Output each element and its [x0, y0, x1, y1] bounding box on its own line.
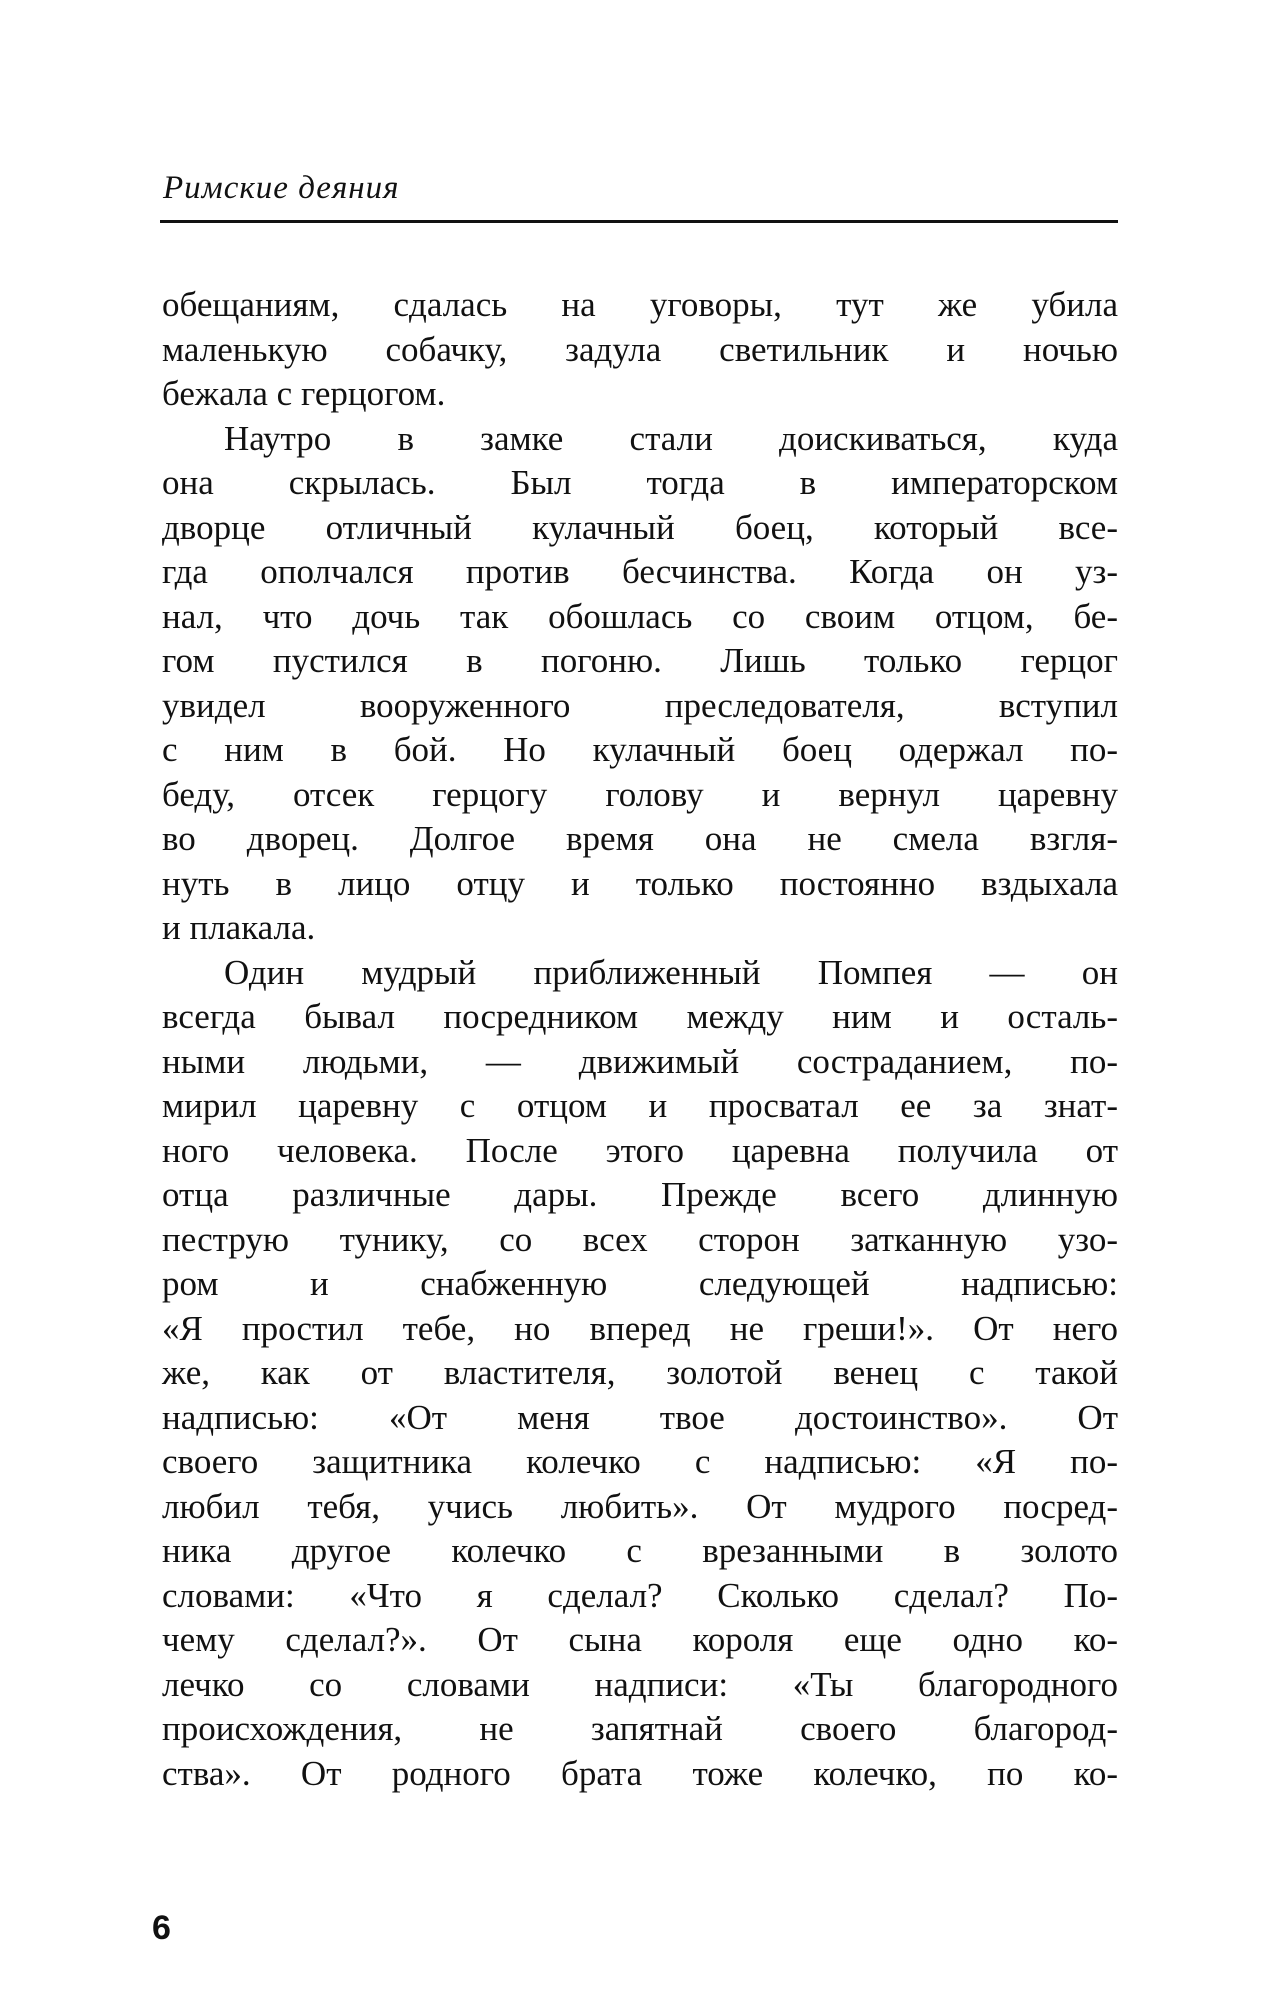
text-line: мирил царевну с отцом и просватал ее за знат-	[162, 1086, 1118, 1125]
text-line: она скрылась. Был тогда в императорском	[162, 463, 1118, 502]
text-line: же, как от властителя, золотой венец с такой	[162, 1353, 1118, 1392]
text-line: чему сделал?». От сына короля еще одно ко-	[162, 1620, 1118, 1659]
text-line: нуть в лицо отцу и только постоянно вздыхала	[162, 863, 1118, 903]
text-line: нал, что дочь так обошлась со своим отцом, бе-	[162, 596, 1118, 636]
text-line: любил тебя, учись любить». От мудрого посред-	[162, 1486, 1118, 1526]
text-line: обещаниям, сдалась на уговоры, тут же убила	[162, 285, 1118, 324]
text-line: ром и снабженную следующей надписью:	[162, 1264, 1118, 1303]
text-line: Один мудрый приближенный Помпея — он	[224, 952, 1118, 992]
page-number: 6	[152, 1909, 171, 1947]
running-title: Римские деяния	[163, 170, 400, 206]
text-line: гом пустился в погоню. Лишь только герцог	[162, 641, 1118, 680]
text-line: словами: «Что я сделал? Сколько сделал? По-	[162, 1575, 1118, 1615]
text-line: ника другое колечко с врезанными в золото	[162, 1531, 1118, 1570]
header-rule	[160, 220, 1118, 223]
text-line: и плакала.	[162, 908, 316, 947]
text-line: своего защитника колечко с надписью: «Я по-	[162, 1442, 1118, 1481]
text-line: «Я простил тебе, но вперед не греши!». От него	[162, 1308, 1118, 1348]
text-line: всегда бывал посредником между ним и осталь-	[162, 997, 1118, 1036]
text-line: во дворец. Долгое время она не смела взгля-	[162, 819, 1118, 858]
text-line: Наутро в замке стали доискиваться, куда	[224, 418, 1118, 458]
text-line: отца различные дары. Прежде всего длинную	[162, 1175, 1118, 1214]
text-line: ными людьми, — движимый состраданием, по-	[162, 1041, 1118, 1081]
text-line: лечко со словами надписи: «Ты благородного	[162, 1664, 1118, 1704]
text-line: беду, отсек герцогу голову и вернул царевну	[162, 774, 1118, 814]
text-line: надписью: «От меня твое достоинство». От	[162, 1397, 1118, 1437]
body-text	[162, 283, 1118, 1796]
text-line: маленькую собачку, задула светильник и ночью	[162, 329, 1118, 369]
text-line: дворце отличный кулачный боец, который все-	[162, 507, 1118, 547]
text-line: пеструю тунику, со всех сторон затканную узо-	[162, 1219, 1118, 1259]
text-line: увидел вооруженного преследователя, вступил	[162, 685, 1118, 725]
text-line: ного человека. После этого царевна получила от	[162, 1130, 1118, 1170]
text-line: бежала с герцогом.	[162, 374, 446, 413]
text-line: происхождения, не запятнай своего благород-	[162, 1709, 1118, 1748]
text-line: ства». От родного брата тоже колечко, по ко-	[162, 1753, 1118, 1793]
text-line: с ним в бой. Но кулачный боец одержал по-	[162, 730, 1118, 769]
text-line: гда ополчался против бесчинства. Когда он уз-	[162, 552, 1118, 591]
